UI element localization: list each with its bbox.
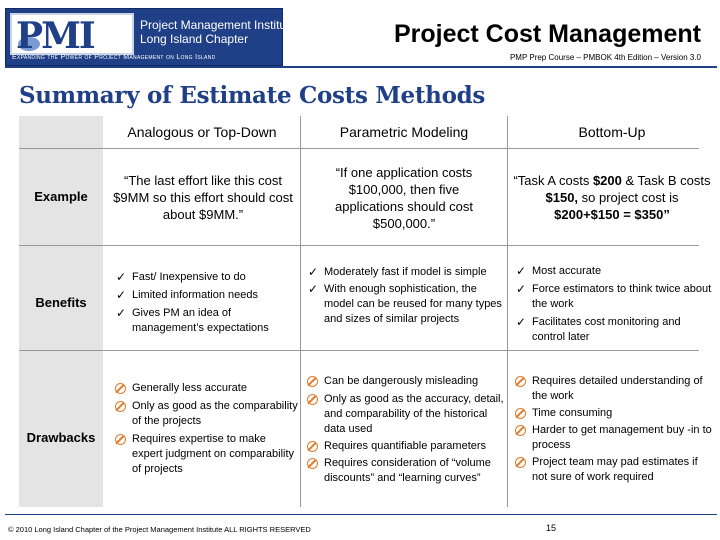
list-item	[306, 439, 506, 454]
drawbacks-parametric-list	[306, 374, 506, 486]
list-item	[514, 423, 716, 453]
list-item-text: Moderately fast if model is simple	[324, 266, 487, 278]
row-label-bg-drawbacks	[19, 351, 103, 507]
pmi-logo-mark	[10, 13, 134, 55]
list-item-text: Requires detailed understanding of the work	[532, 375, 703, 402]
section-heading: Summary of Estimate Costs Methods	[19, 82, 486, 109]
footer-divider	[5, 514, 717, 515]
no-icon	[115, 383, 126, 394]
benefits-analogous-list	[114, 270, 298, 336]
list-item	[514, 455, 716, 485]
column-header-bottom-up: Bottom-Up	[578, 124, 646, 140]
logo-tagline: Expanding the Power of Project Management on Long Island	[12, 54, 216, 61]
list-item	[114, 306, 298, 336]
no-icon	[307, 394, 318, 405]
list-item-text: Gives PM an idea of management’s expectations	[132, 307, 269, 334]
drawbacks-analogous-list	[114, 381, 298, 477]
list-item-text: Requires expertise to make expert judgment on comparability of projects	[132, 433, 295, 475]
slide-subtitle: PMP Prep Course – PMBOK 4th Edition – Version 3.0	[509, 53, 701, 62]
list-item	[114, 432, 298, 477]
table-divider	[300, 116, 301, 507]
no-icon	[307, 458, 318, 469]
drawbacks-bottom-up-list	[514, 374, 716, 485]
list-item	[306, 282, 506, 327]
no-icon	[515, 408, 526, 419]
list-item	[514, 264, 714, 279]
list-item	[514, 406, 716, 421]
no-icon	[307, 441, 318, 452]
list-item-text: Facilitates cost monitoring and control later	[532, 316, 681, 343]
benefits-parametric-list	[306, 265, 506, 327]
list-item	[514, 374, 716, 404]
list-item	[306, 392, 506, 437]
table-divider	[19, 148, 699, 149]
slide-title: Project Cost Management	[393, 20, 701, 48]
example-bottom-up-amount: $200	[592, 173, 622, 188]
page-number: 15	[546, 523, 557, 533]
no-icon	[515, 425, 526, 436]
list-item-text: Harder to get management buy -in to process	[532, 424, 712, 451]
list-item	[306, 265, 506, 280]
list-item-text: Limited information needs	[132, 289, 258, 301]
no-icon	[307, 376, 318, 387]
list-item	[114, 270, 298, 285]
list-item	[114, 381, 298, 396]
list-item	[306, 374, 506, 389]
org-name-line1: Project Management Institute	[140, 18, 297, 32]
example-bottom-up-text: & Task B costs	[621, 173, 711, 188]
list-item-text: Generally less accurate	[132, 382, 247, 394]
no-icon	[115, 401, 126, 412]
benefits-bottom-up-list	[514, 264, 714, 345]
pmi-logo-letters: PMI	[16, 15, 94, 57]
list-item-text: Fast/ Inexpensive to do	[132, 271, 246, 283]
list-item	[114, 288, 298, 303]
column-header-analogous: Analogous or Top-Down	[127, 124, 277, 140]
example-analogous: “The last effort like this cost $9MM so this effort should cost about $9MM.”	[113, 173, 293, 222]
list-item-text: Only as good as the accuracy, detail, and comparability of the historical data used	[324, 393, 504, 435]
example-bottom-up	[512, 172, 712, 223]
row-label-drawbacks: Drawbacks	[26, 430, 96, 445]
list-item	[514, 315, 714, 345]
table-divider	[19, 245, 699, 246]
no-icon	[515, 457, 526, 468]
list-item-text: With enough sophistication, the model can be reused for many types and sizes of similar projects	[324, 283, 502, 325]
no-icon	[115, 434, 126, 445]
list-item-text: Most accurate	[532, 265, 602, 277]
row-label-benefits: Benefits	[35, 295, 87, 310]
list-item	[114, 399, 298, 429]
list-item-text: Project team may pad estimates if not sure of work required	[532, 456, 698, 483]
no-icon	[515, 376, 526, 387]
example-parametric: “If one application costs $100,000, then five applications should cost $500,000.”	[334, 165, 474, 231]
copyright-notice: © 2010 Long Island Chapter of the Project Management Institute ALL RIGHTS RESERVED	[8, 525, 311, 534]
org-name-line2: Long Island Chapter	[140, 32, 249, 46]
corner-cell	[19, 116, 103, 148]
column-header-parametric: Parametric Modeling	[339, 124, 469, 140]
list-item-text: Time consuming	[532, 407, 613, 419]
list-item-text: Only as good as the comparability of the projects	[132, 400, 298, 427]
list-item-text: Force estimators to think twice about the work	[532, 283, 712, 310]
example-bottom-up-text: “Task A costs	[513, 173, 593, 188]
row-label-example: Example	[34, 189, 88, 204]
example-bottom-up-total: $200+$150 = $350”	[554, 207, 670, 222]
list-item-text: Requires consideration of “volume discounts” and “learning curves”	[324, 457, 491, 484]
example-bottom-up-text: so project cost is	[578, 190, 679, 205]
list-item-text: Can be dangerously misleading	[324, 375, 479, 387]
table-divider	[19, 350, 699, 351]
header-divider	[5, 66, 717, 68]
pmi-logo	[5, 8, 297, 66]
list-item	[514, 282, 714, 312]
list-item	[306, 456, 506, 486]
example-bottom-up-amount: $150,	[545, 190, 579, 205]
table-divider	[507, 116, 508, 507]
list-item-text: Requires quantifiable parameters	[324, 440, 487, 452]
